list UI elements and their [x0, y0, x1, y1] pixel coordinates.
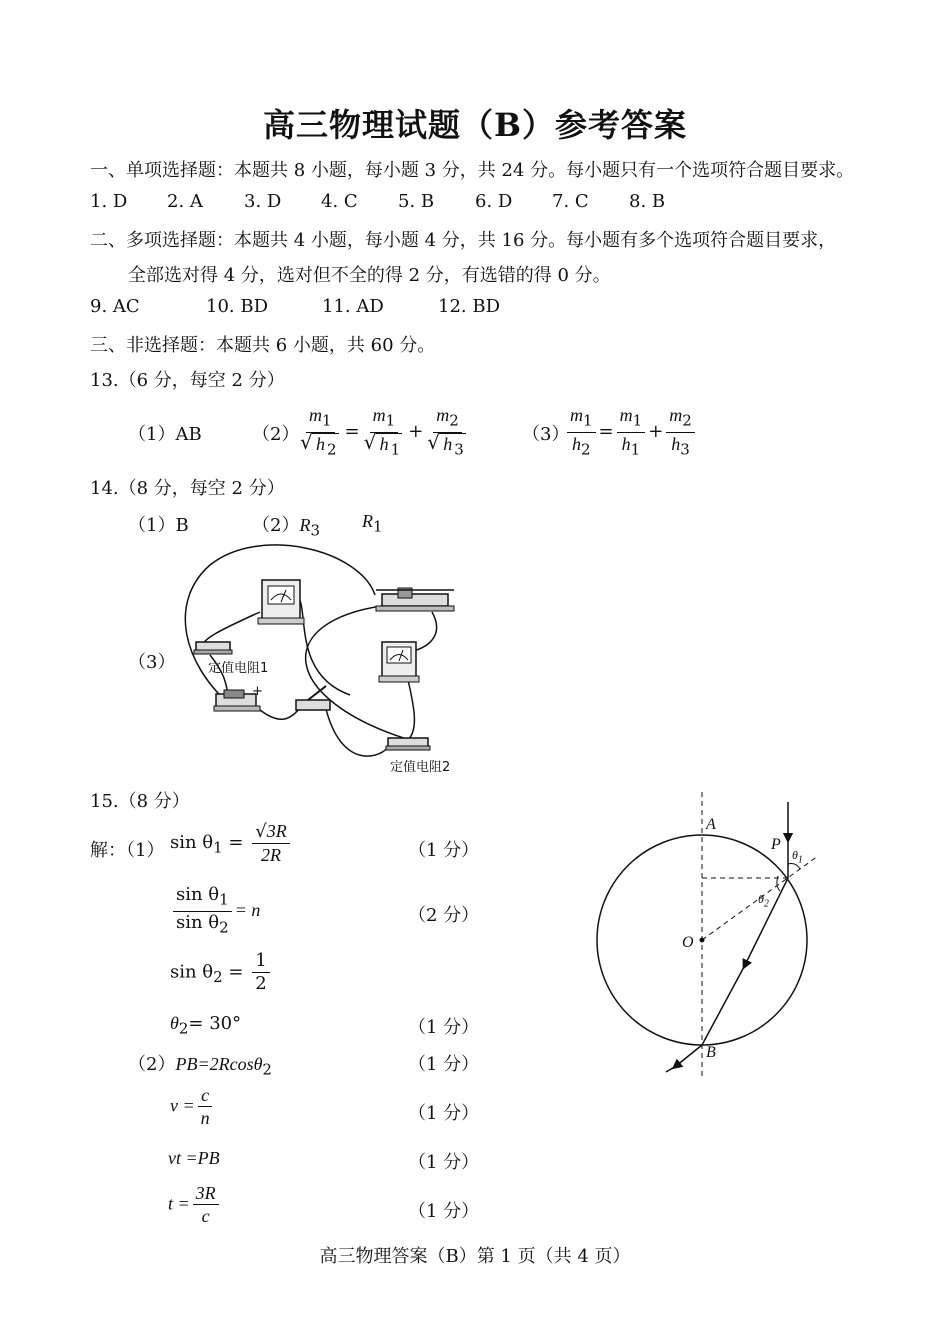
section1-heading: 一、单项选择题：本题共 8 小题，每小题 3 分，共 24 分。每小题只有一个选项符合题目要求。	[90, 160, 855, 181]
answer-10: 10. BD	[206, 296, 269, 317]
q14-part2: $(2)R_3$	[252, 515, 320, 540]
frac-m2-h3: $\frac{m_2}{h_3}$	[666, 404, 695, 460]
label-theta1: $\theta_1$	[792, 848, 803, 866]
label-b: B	[706, 1044, 716, 1061]
label-resistor-1: 定值电阻1	[208, 661, 269, 676]
q15-step7: vt =PB	[168, 1148, 220, 1168]
q15-step8: t = $\frac{3R}{c}$	[168, 1182, 222, 1227]
page-footer: 高三物理答案（B）第 1 页（共 4 页）	[319, 1246, 631, 1267]
q13-header: 13.（6 分，每空 2 分）	[90, 370, 285, 391]
q15-step3: $\sin \theta_2$ = $\frac{1}{2}$	[170, 950, 273, 995]
exit-ray	[666, 1066, 676, 1072]
q13-part2-formula: $m_1$ √ h $_2$ = $m_1$ √ h $_1$ + $m_2$ √ h $_3$	[296, 404, 472, 460]
refracted-ray	[702, 965, 745, 1045]
optics-diagram	[580, 790, 830, 1080]
label-p: P	[771, 836, 781, 853]
q15-score4: （1 分）	[408, 1017, 480, 1038]
top-meter	[258, 580, 304, 624]
battery-plus-sign: +	[252, 684, 263, 699]
section3-heading: 三、非选择题：本题共 6 小题，共 60 分。	[90, 335, 436, 356]
right-meter	[379, 642, 419, 682]
switch	[296, 686, 330, 710]
section2-heading-line2: 全部选对得 4 分，选对但不全的得 2 分，有选错的得 0 分。	[128, 265, 611, 286]
answer-1: 1. D	[90, 191, 128, 212]
q15-score8: （1 分）	[408, 1201, 480, 1222]
resistor-2	[386, 738, 430, 750]
q15-intro: 解：（1）	[90, 840, 165, 861]
answer-5: 5. B	[398, 191, 435, 212]
label-resistor-2: 定值电阻2	[390, 760, 451, 775]
resistor-1	[194, 642, 232, 654]
section2-answers	[90, 296, 500, 317]
answer-3: 3. D	[244, 191, 282, 212]
q15-step5: （2）PB=2Rcosθ$_2$	[128, 1054, 272, 1079]
answer-8: 8. B	[629, 191, 666, 212]
answer-6: 6. D	[475, 191, 513, 212]
q15-step6: v = $\frac{c}{n}$	[170, 1084, 216, 1129]
frac-m1-sqrt-h2: $m_1$ √ h $_2$	[299, 404, 342, 460]
q15-score2: （2 分）	[408, 905, 480, 926]
q13-part2-label: （2）	[252, 424, 300, 445]
q14-part1: （1）B	[128, 515, 189, 536]
q15-score7: （1 分）	[408, 1152, 480, 1173]
q15-score1: （1 分）	[408, 840, 480, 861]
exit-ray-arrow	[676, 1045, 702, 1066]
q15-step1: $\sin \theta_1$ = $\frac{√3R}{2R}$	[170, 820, 293, 866]
label-o: O	[682, 934, 694, 951]
q15-score6: （1 分）	[408, 1103, 480, 1124]
frac-m1-h1: $\frac{m_1}{h_1}$	[617, 404, 646, 460]
answer-7: 7. C	[552, 191, 589, 212]
answer-12: 12. BD	[438, 296, 501, 317]
answer-9: 9. AC	[90, 296, 140, 317]
center-point	[700, 938, 705, 943]
frac-m1-h2: $\frac{m_1}{h_2}$	[567, 404, 596, 460]
q13-part3-label: （3）	[522, 424, 570, 445]
q15-step2: $\frac{\sin \theta_1}{\sin \theta_2}$ = n	[170, 884, 260, 938]
answer-4: 4. C	[321, 191, 358, 212]
q15-header: 15.（8 分）	[90, 791, 190, 812]
q14-part2-r1: $R_1$	[362, 511, 383, 536]
section2-heading-line1: 二、多项选择题：本题共 4 小题，每小题 4 分，共 16 分。每小题有多个选项符合题目要求，	[90, 230, 837, 251]
rheostat	[376, 588, 454, 611]
q14-part3-label: （3）	[128, 652, 176, 673]
frac-m2-sqrt-h3: $m_2$ √ h $_3$	[426, 404, 469, 460]
frac-m1-sqrt-h1: $m_1$ √ h $_1$	[363, 404, 406, 460]
q13-part3-formula: $\frac{m_1}{h_2}$ = $\frac{m_1}{h_1}$ + $\frac{m_2}{h_3}$	[564, 404, 698, 460]
q15-score5: （1 分）	[408, 1054, 480, 1075]
q13-part1: （1）AB	[128, 424, 202, 445]
q15-step4: $\theta_2= 30^\circ$	[170, 1013, 242, 1038]
q14-header: 14.（8 分，每空 2 分）	[90, 478, 285, 499]
label-theta2: $\theta_2$	[758, 892, 769, 910]
answer-11: 11. AD	[322, 296, 384, 317]
page-title: 高三物理试题（B）参考答案	[262, 106, 688, 144]
section1-answers	[90, 191, 665, 212]
answer-2: 2. A	[167, 191, 203, 212]
label-a: A	[706, 816, 716, 833]
wire-outer	[185, 545, 375, 705]
